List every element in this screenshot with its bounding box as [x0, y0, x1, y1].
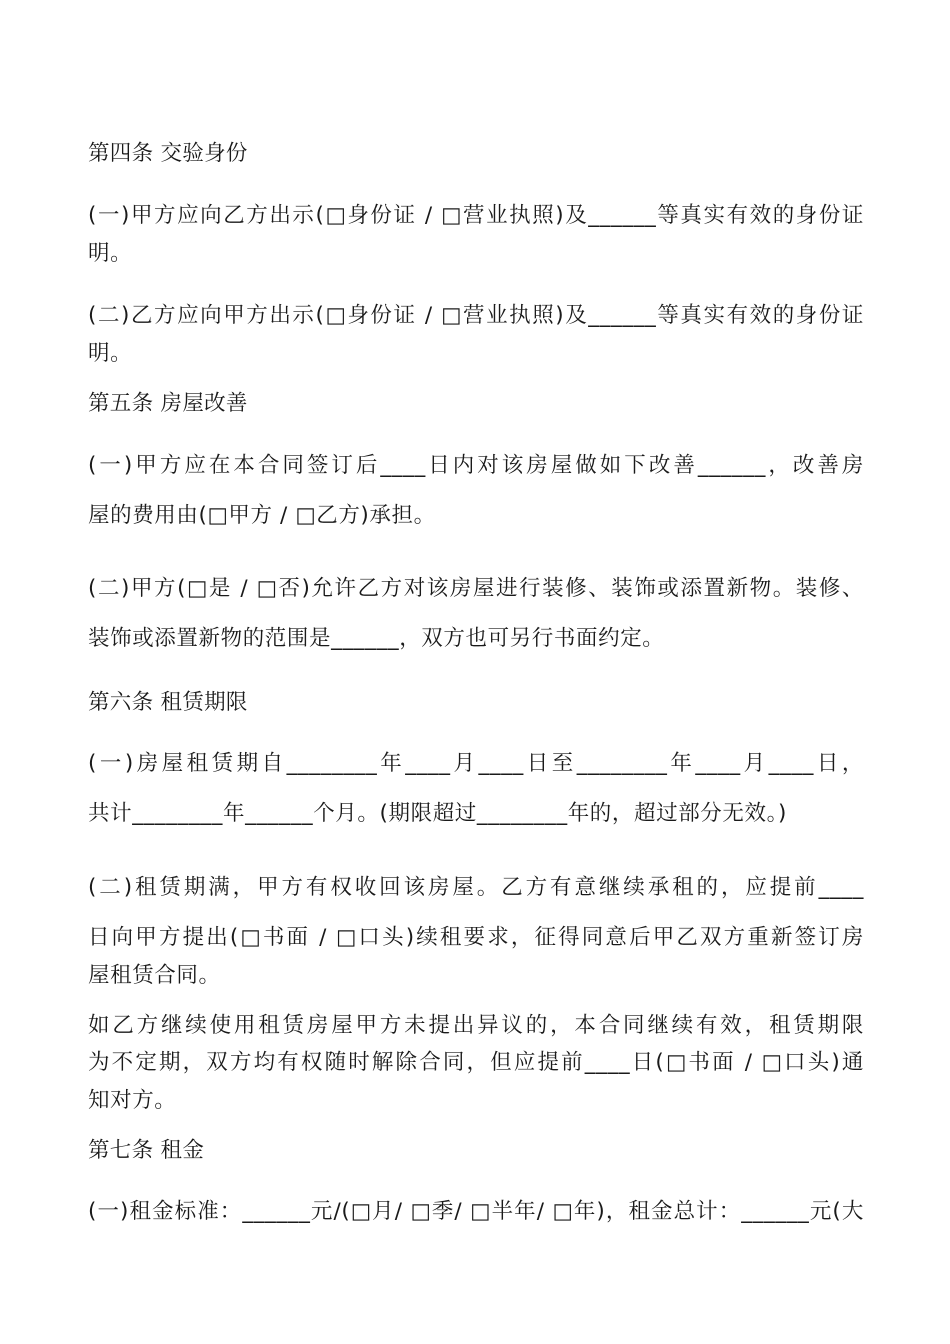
article-5-clause-1-line-1: (一)甲方应在本合同签订后____日内对该房屋做如下改善______，改善房	[88, 453, 864, 478]
article-5-heading: 第五条 房屋改善	[88, 391, 248, 416]
article-6-clause-3-line-3: 知对方。	[88, 1088, 177, 1113]
article-6-clause-2-line-3: 屋租赁合同。	[88, 963, 221, 988]
article-7-heading: 第七条 租金	[88, 1138, 205, 1163]
article-4-clause-1-line-2: 明。	[88, 241, 133, 266]
article-5-clause-2-line-2: 装饰或添置新物的范围是______，双方也可另行书面约定。	[88, 626, 665, 651]
article-6-clause-1-line-2: 共计________年______个月。(期限超过________年的，超过部分无效。)	[88, 801, 787, 826]
article-4-heading: 第四条 交验身份	[88, 141, 248, 166]
article-4-clause-2-line-1: (二)乙方应向甲方出示(□身份证 / □营业执照)及______等真实有效的身份证	[88, 303, 864, 328]
article-5-clause-1-line-2: 屋的费用由(□甲方 / □乙方)承担。	[88, 503, 436, 528]
article-6-clause-3-line-2: 为不定期，双方均有权随时解除合同，但应提前____日(□书面 / □口头)通	[88, 1050, 864, 1075]
article-5-clause-2-line-1: (二)甲方(□是 / □否)允许乙方对该房屋进行装修、装饰或添置新物。装修、	[88, 576, 864, 601]
article-7-clause-1-line-1: (一)租金标准：______元/(□月/ □季/ □半年/ □年)，租金总计：______元(大	[88, 1199, 864, 1224]
article-4-clause-2-line-2: 明。	[88, 341, 133, 366]
article-6-clause-2-line-2: 日向甲方提出(□书面 / □口头)续租要求，征得同意后甲乙双方重新签订房	[88, 925, 864, 950]
article-6-clause-1-line-1: (一)房屋租赁期自________年____月____日至________年____月____日，	[88, 751, 864, 776]
article-6-clause-2-line-1: (二)租赁期满，甲方有权收回该房屋。乙方有意继续承租的，应提前____	[88, 875, 864, 900]
article-6-clause-3-line-1: 如乙方继续使用租赁房屋甲方未提出异议的，本合同继续有效，租赁期限	[88, 1013, 864, 1038]
article-4-clause-1-line-1: (一)甲方应向乙方出示(□身份证 / □营业执照)及______等真实有效的身份证	[88, 203, 864, 228]
article-6-heading: 第六条 租赁期限	[88, 690, 248, 715]
